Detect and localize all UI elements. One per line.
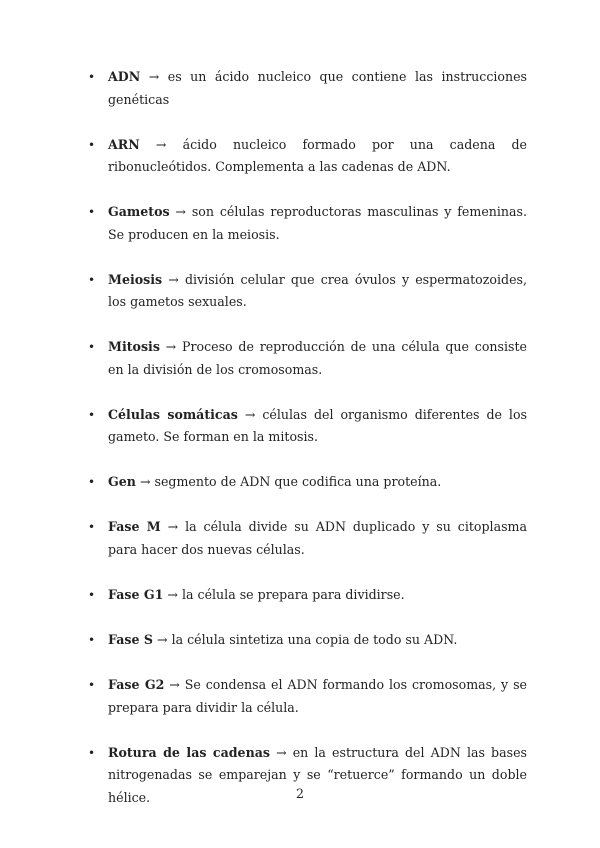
term-label: ARN [108, 136, 140, 152]
term-label: Fase M [108, 519, 161, 535]
term-label: Células somáticas [108, 406, 238, 422]
definition-text: ácido nucleico formado por una cadena de ribonucleótidos. Complementa a las cadenas de ADN. [108, 136, 527, 175]
bullet-icon: • [88, 475, 96, 490]
definition-text: es un ácido nucleico que contiene las instrucciones genéticas [108, 69, 528, 107]
bullet-icon: • [88, 745, 96, 760]
arrow-separator: → [139, 136, 183, 152]
term-label: Rotura de las cadenas [108, 744, 270, 760]
page-number: 2 [295, 786, 304, 801]
bullet-icon: • [88, 205, 96, 220]
list-item [86, 471, 527, 494]
list-item [86, 629, 527, 652]
term-label: Mitosis [108, 339, 160, 355]
bullet-icon: • [88, 633, 96, 648]
bullet-icon: • [88, 340, 96, 355]
bullet-icon: • [88, 137, 96, 152]
list-item [86, 269, 527, 314]
bullet-icon: • [88, 70, 96, 84]
arrow-separator: → [159, 339, 183, 355]
arrow-separator: → [140, 69, 168, 84]
list-item [86, 404, 527, 449]
bullet-icon: • [88, 678, 96, 692]
list-item [86, 674, 527, 719]
definition-text: la célula sintetiza una copia de todo su ADN. [171, 632, 458, 648]
arrow-separator: → [135, 474, 155, 490]
definition-text: Proceso de reproducción de una célula que consiste en la división de los cromosomas. [108, 339, 527, 377]
bullet-icon: • [88, 520, 96, 535]
term-label: Fase S [108, 632, 153, 648]
arrow-separator: → [162, 271, 185, 287]
definition-text: Se condensa el ADN formando los cromosomas, y se prepara para dividir la célula. [108, 677, 527, 715]
bullet-icon: • [88, 588, 96, 603]
list-item [86, 201, 527, 246]
bullet-icon: • [88, 407, 96, 422]
definition-text: células del organismo diferentes de los gameto. Se forman en la mitosis. [108, 406, 527, 445]
term-label: Fase G2 [108, 677, 165, 692]
list-item [86, 516, 527, 561]
arrow-separator: → [153, 632, 172, 648]
arrow-separator: → [237, 406, 263, 422]
arrow-separator: → [160, 519, 186, 535]
term-label: Gametos [108, 204, 170, 220]
definition-text: la célula se prepara para dividirse. [181, 587, 405, 603]
list-item [86, 134, 527, 179]
arrow-separator: → [164, 677, 185, 692]
definition-text: son células reproductoras masculinas y femeninas. Se producen en la meiosis. [108, 204, 527, 242]
term-label: Meiosis [108, 271, 163, 287]
list-item [86, 336, 527, 381]
arrow-separator: → [269, 744, 293, 760]
bullet-icon: • [88, 272, 96, 287]
definition-text: segmento de ADN que codifica una proteína. [154, 474, 442, 490]
arrow-separator: → [169, 204, 192, 220]
arrow-separator: → [163, 587, 182, 603]
definition-text: la célula divide su ADN duplicado y su citoplasma para hacer dos nuevas células. [108, 519, 527, 558]
term-label: ADN [108, 69, 141, 84]
list-item [86, 584, 527, 607]
term-label: Gen [108, 474, 136, 490]
list-item [86, 66, 527, 111]
definition-text: división celular que crea óvulos y espermatozoides, los gametos sexuales. [108, 271, 527, 310]
definition-text: en la estructura del ADN las bases nitrogenadas se emparejan y se “retuerce” formando un doble hélice. [108, 744, 527, 805]
glossary-list [86, 66, 527, 832]
term-label: Fase G1 [108, 587, 164, 603]
